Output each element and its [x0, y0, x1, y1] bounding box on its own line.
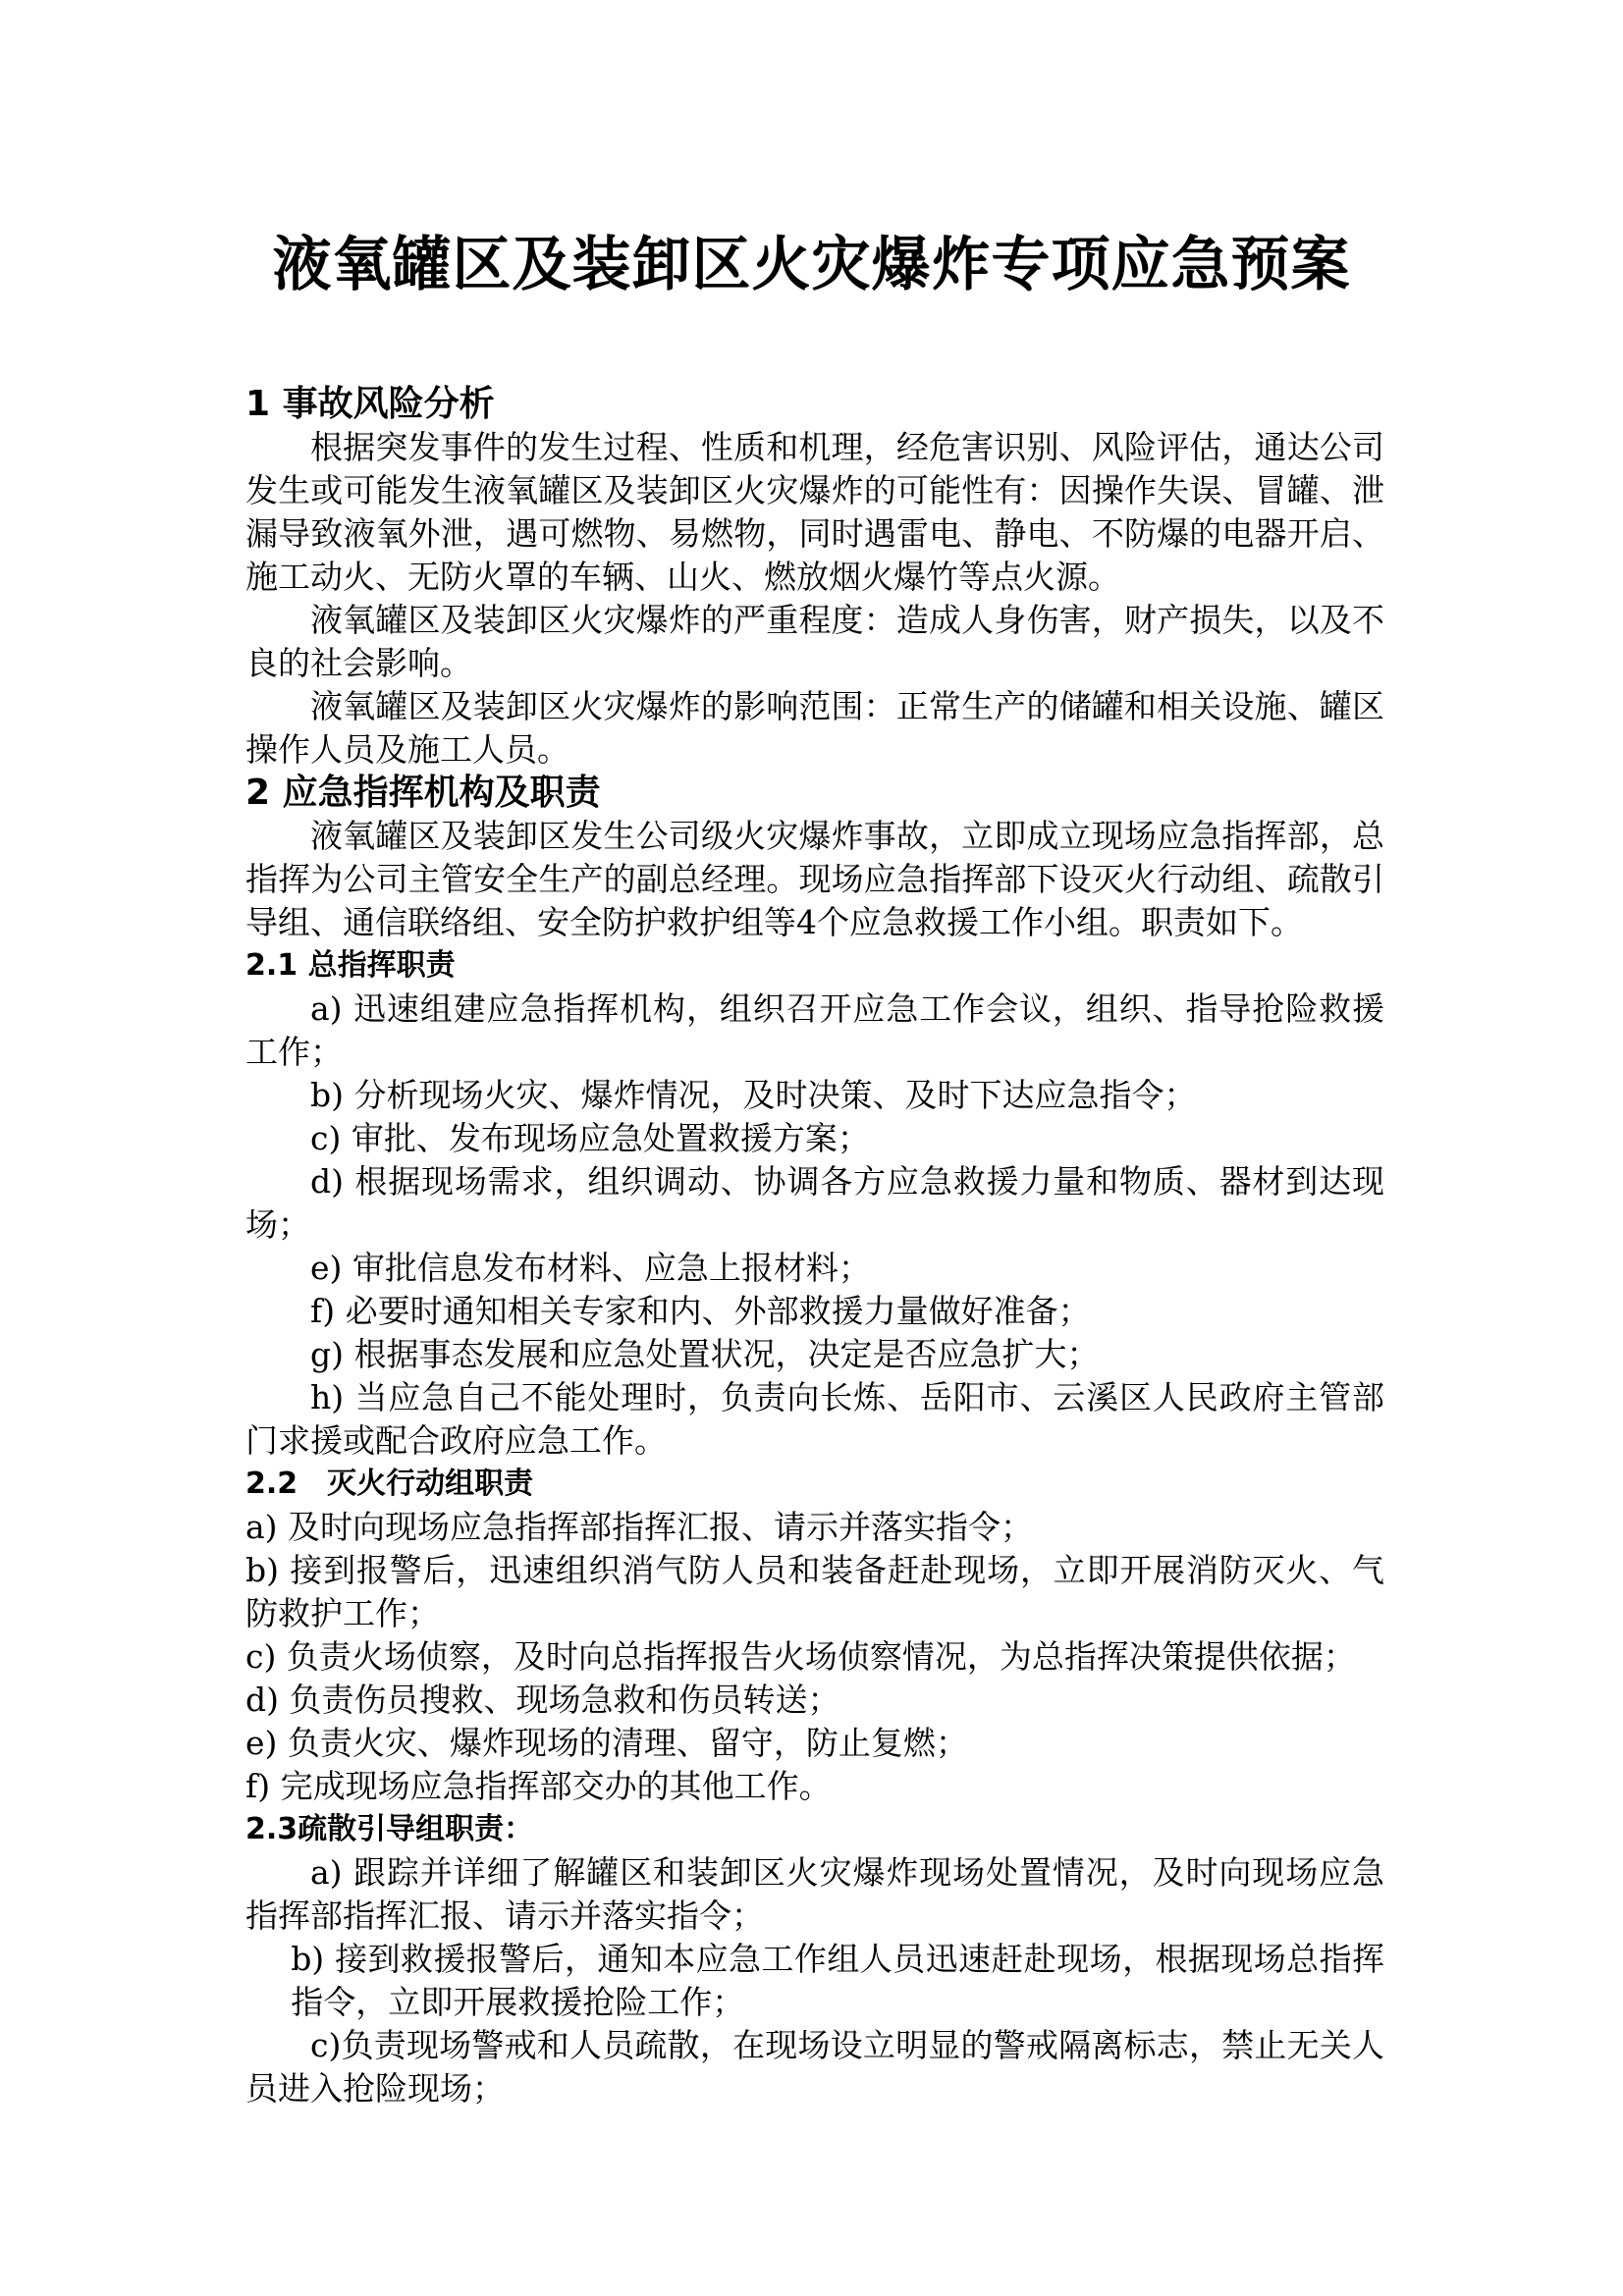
list-item: a) 及时向现场应急指挥部指挥汇报、请示并落实指令； — [245, 1508, 1034, 1546]
section-heading: 1 事故风险分析 — [245, 384, 495, 424]
list-item: a) 迅速组建应急指挥机构，组织召开应急工作会议，组织、指导抢险救援工作； — [245, 989, 1384, 1071]
list-item: d) 负责伤员搜救、现场急救和伤员转送； — [245, 1681, 840, 1719]
list-item: c) 审批、发布现场应急处置救援方案； — [310, 1119, 870, 1157]
subsection-heading: 2.3疏散引导组职责： — [245, 1812, 534, 1846]
list-item: g) 根据事态发展和应急处置状况，决定是否应急扩大； — [310, 1335, 1100, 1373]
subsection-heading: 2.2 灭火行动组职责 — [245, 1467, 534, 1501]
paragraph: 液氧罐区及装卸区火灾爆炸的影响范围：正常生产的储罐和相关设施、罐区操作人员及施工人员。 — [245, 687, 1384, 769]
list-item: a) 跟踪并详细了解罐区和装卸区火灾爆炸现场处置情况，及时向现场应急指挥部指挥汇报、请示并落实指令； — [245, 1853, 1384, 1935]
paragraph: 根据突发事件的发生过程、性质和机理，经危害识别、风险评估，通达公司发生或可能发生液氧罐区及装卸区火灾爆炸的可能性有：因操作失误、冒罐、泄漏导致液氧外泄，遇可燃物、易燃物，同时遇雷电、静电、不防爆的电器开启、施工动火、无防火罩的车辆、山火、燃放烟火爆竹等点火源。 — [245, 428, 1384, 596]
document-body — [245, 383, 1384, 2110]
list-item: d) 根据现场需求，组织调动、协调各方应急救援力量和物质、器材到达现场； — [245, 1162, 1384, 1244]
list-item: b) 接到救援报警后，通知本应急工作组人员迅速赶赴现场，根据现场总指挥指令，立即开展救援抢险工作； — [291, 1940, 1384, 2021]
list-item: e) 负责火灾、爆炸现场的清理、留守，防止复燃； — [245, 1724, 968, 1762]
paragraph: 液氧罐区及装卸区火灾爆炸的严重程度：造成人身伤害，财产损失，以及不良的社会影响。 — [245, 601, 1384, 682]
list-item: e) 审批信息发布材料、应急上报材料； — [310, 1249, 871, 1287]
list-item: b) 接到报警后，迅速组织消气防人员和装备赶赴现场，立即开展消防灭火、气防救护工作； — [245, 1551, 1384, 1632]
list-item: h) 当应急自己不能处理时，负责向长炼、岳阳市、云溪区人民政府主管部门求援或配合政府应急工作。 — [245, 1378, 1384, 1460]
section-heading: 2 应急指挥机构及职责 — [245, 773, 601, 813]
list-item: b) 分析现场火灾、爆炸情况，及时决策、及时下达应急指令； — [310, 1076, 1197, 1114]
document-title: 液氧罐区及装卸区火灾爆炸专项应急预案 — [272, 231, 1351, 299]
list-item: c) 负责火场侦察，及时向总指挥报告火场侦察情况，为总指挥决策提供依据； — [245, 1637, 1356, 1676]
paragraph: 液氧罐区及装卸区发生公司级火灾爆炸事故，立即成立现场应急指挥部，总指挥为公司主管安全生产的副总经理。现场应急指挥部下设灭火行动组、疏散引导组、通信联络组、安全防护救护组等4个应急救援工作小组。职责如下。 — [245, 817, 1384, 941]
list-item: f) 完成现场应急指挥部交办的其他工作。 — [245, 1767, 832, 1805]
list-item: c)负责现场警戒和人员疏散，在现场设立明显的警戒隔离标志，禁止无关人员进入抢险现场； — [245, 2026, 1384, 2108]
list-item: f) 必要时通知相关专家和内、外部救援力量做好准备； — [310, 1292, 1091, 1330]
subsection-heading: 2.1 总指挥职责 — [245, 948, 456, 983]
